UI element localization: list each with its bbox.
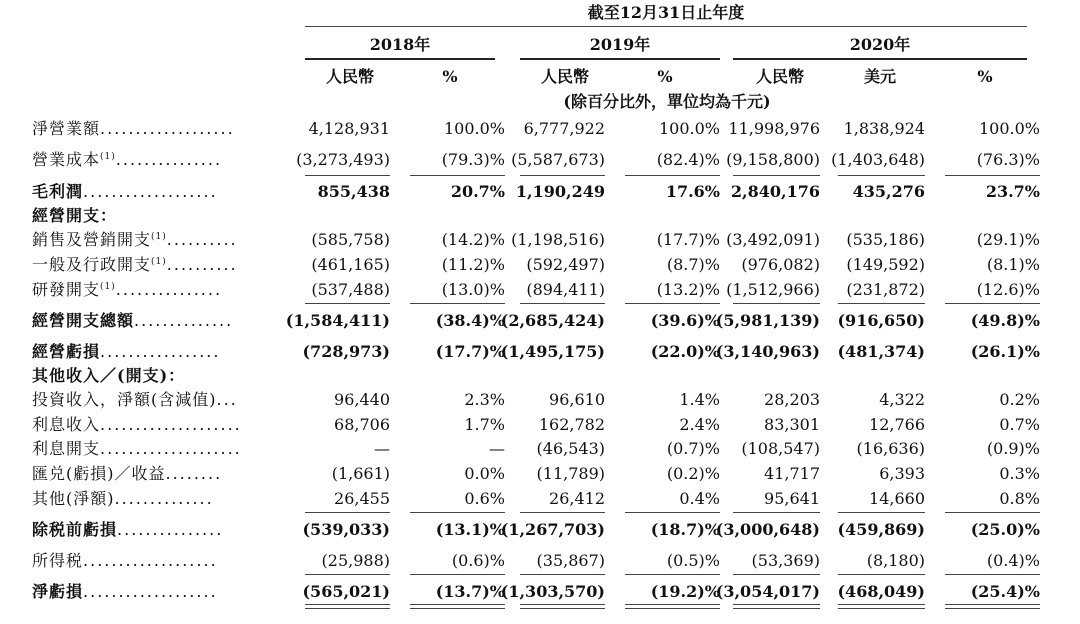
table-cell: (1,584,411) — [285, 311, 390, 330]
col-header: % — [977, 67, 993, 86]
year-2019: 2019年 — [589, 35, 651, 54]
row-label-text: 一般及行政開支 — [32, 255, 152, 274]
row-label — [32, 282, 222, 298]
table-cell: 6,777,922 — [523, 119, 605, 138]
row-label-text: 匯兑(虧損)／收益 — [32, 464, 166, 483]
sum-rule — [838, 512, 925, 513]
year-2018: 2018年 — [369, 35, 431, 54]
dot-leader: .............. — [134, 311, 234, 330]
sum-rule — [305, 512, 390, 513]
sum-rule-double — [520, 608, 605, 609]
sum-rule-double — [410, 608, 505, 609]
sum-rule — [305, 175, 390, 176]
table-cell: 435,276 — [852, 182, 925, 201]
dot-leader: .................... — [100, 439, 242, 458]
footnote-marker: (1) — [100, 282, 116, 292]
table-cell: (11.2)% — [441, 255, 505, 274]
table-cell: 1.7% — [464, 415, 505, 434]
row-label — [32, 392, 238, 408]
table-cell: 855,438 — [317, 182, 390, 201]
sum-rule — [520, 512, 605, 513]
row-label — [32, 232, 238, 248]
table-cell: 26,412 — [549, 489, 605, 508]
sum-rule — [838, 604, 925, 605]
table-cell: (539,033) — [302, 520, 390, 539]
sum-rule-double — [945, 608, 1040, 609]
footnote-marker: (1) — [151, 232, 167, 242]
table-cell: (0.2)% — [666, 464, 720, 483]
table-cell: (0.6)% — [451, 551, 505, 570]
table-cell: (8.7)% — [666, 255, 720, 274]
table-cell: 100.0% — [978, 119, 1040, 138]
table-cell: (11,789) — [536, 464, 605, 483]
row-label — [32, 368, 185, 384]
table-cell: (1,198,516) — [511, 230, 605, 249]
table-cell: (13.1)% — [435, 520, 505, 539]
sum-rule — [945, 175, 1040, 176]
sum-rule — [733, 604, 820, 605]
table-cell: 0.0% — [464, 464, 505, 483]
table-cell: (728,973) — [302, 342, 390, 361]
table-cell: (976,082) — [741, 255, 820, 274]
row-label-text: 利息收入 — [32, 415, 101, 434]
dot-leader: .............. — [114, 489, 214, 508]
table-cell: (3,273,493) — [296, 150, 390, 169]
dot-leader: ... — [216, 390, 238, 409]
sum-rule — [625, 574, 720, 575]
col-header: 人民幣 — [325, 67, 374, 86]
sum-rule — [625, 512, 720, 513]
table-cell: (1,512,966) — [726, 280, 820, 299]
table-cell: 23.7% — [985, 182, 1040, 201]
row-label — [32, 344, 220, 360]
row-label — [32, 466, 222, 482]
table-cell: (565,021) — [302, 582, 390, 601]
sum-rule — [625, 303, 720, 304]
unit-note: (除百分比外，單位均為千元) — [563, 92, 771, 111]
table-cell: 0.4% — [679, 489, 720, 508]
row-label — [32, 257, 238, 273]
sum-rule — [410, 512, 505, 513]
sum-rule — [733, 175, 820, 176]
table-cell: (76.3)% — [976, 150, 1040, 169]
sum-rule — [838, 303, 925, 304]
table-cell: 0.2% — [999, 390, 1040, 409]
table-cell: (9,158,800) — [726, 150, 820, 169]
dot-leader: ............... — [115, 150, 223, 169]
table-cell: (0.4)% — [986, 551, 1040, 570]
table-cell: (25.4)% — [970, 582, 1040, 601]
table-cell: 1.4% — [679, 390, 720, 409]
table-cell: 12,766 — [869, 415, 925, 434]
col-header: 人民幣 — [540, 67, 589, 86]
row-label-text: 利息開支 — [32, 439, 101, 458]
table-cell: 0.3% — [999, 464, 1040, 483]
table-cell: (12.6)% — [976, 280, 1040, 299]
table-cell: 96,610 — [549, 390, 605, 409]
row-label-text: 所得税 — [32, 551, 84, 570]
row-label-text: 其他收入／(開支)： — [32, 366, 186, 385]
row-label — [32, 184, 218, 200]
table-cell: (3,140,963) — [715, 342, 820, 361]
table-cell: (13.7)% — [435, 582, 505, 601]
footnote-marker: (1) — [151, 257, 167, 267]
row-label-text: 經營開支： — [32, 206, 118, 225]
table-cell: 96,440 — [334, 390, 390, 409]
table-cell: (22.0)% — [650, 342, 720, 361]
table-cell: (894,411) — [526, 280, 605, 299]
table-cell: 28,203 — [764, 390, 820, 409]
sum-rule — [410, 574, 505, 575]
table-cell: 20.7% — [450, 182, 505, 201]
table-cell: (79.3)% — [441, 150, 505, 169]
sum-rule — [945, 303, 1040, 304]
sum-rule — [520, 604, 605, 605]
table-cell: (14.2)% — [441, 230, 505, 249]
sum-rule — [838, 175, 925, 176]
sum-rule — [305, 604, 390, 605]
sum-rule — [945, 604, 1040, 605]
table-cell: (17.7)% — [656, 230, 720, 249]
table-cell: 2.4% — [679, 415, 720, 434]
sum-rule — [305, 574, 390, 575]
col-header: % — [442, 67, 458, 86]
table-cell: (1,267,703) — [500, 520, 605, 539]
row-label — [32, 152, 222, 168]
table-cell: (149,592) — [846, 255, 925, 274]
sum-rule-double — [838, 608, 925, 609]
table-cell: (46,543) — [536, 439, 605, 458]
table-cell: (3,000,648) — [715, 520, 820, 539]
dot-leader: ............... — [115, 280, 223, 299]
sum-rule — [838, 574, 925, 575]
row-label — [32, 584, 218, 600]
table-cell: (481,374) — [837, 342, 925, 361]
dot-leader: ................... — [83, 182, 218, 201]
table-cell: (3,492,091) — [726, 230, 820, 249]
table-cell: (459,869) — [837, 520, 925, 539]
table-cell: (53,369) — [751, 551, 820, 570]
sum-rule-double — [305, 608, 390, 609]
table-cell: 14,660 — [869, 489, 925, 508]
table-cell: (13.2)% — [656, 280, 720, 299]
sum-rule — [305, 303, 390, 304]
row-label — [32, 208, 117, 224]
table-cell: (231,872) — [846, 280, 925, 299]
sum-rule — [733, 574, 820, 575]
table-cell: 41,717 — [764, 464, 820, 483]
dot-leader: ................... — [83, 551, 218, 570]
year-2020: 2020年 — [849, 35, 911, 54]
table-cell: (916,650) — [837, 311, 925, 330]
row-label-text: 淨營業額 — [32, 119, 101, 138]
table-cell: (3,054,017) — [715, 582, 820, 601]
table-cell: (1,303,570) — [500, 582, 605, 601]
header-rule — [305, 26, 1027, 27]
sum-rule-double — [733, 608, 820, 609]
row-label-text: 淨虧損 — [32, 582, 84, 601]
dot-leader: ................. — [100, 342, 221, 361]
row-label — [32, 491, 214, 507]
table-cell: (82.4)% — [656, 150, 720, 169]
table-cell: 2.3% — [464, 390, 505, 409]
table-cell: — — [374, 439, 390, 458]
table-cell: (49.8)% — [970, 311, 1040, 330]
table-cell: 1,190,249 — [515, 182, 605, 201]
sum-rule — [410, 604, 505, 605]
sum-rule — [625, 175, 720, 176]
table-cell: (25.0)% — [970, 520, 1040, 539]
table-cell: (585,758) — [311, 230, 390, 249]
table-cell: (8,180) — [866, 551, 925, 570]
dot-leader: .................... — [100, 415, 242, 434]
year-2019-rule — [520, 58, 720, 60]
table-cell: 0.6% — [464, 489, 505, 508]
row-label — [32, 313, 233, 329]
table-cell: (468,049) — [837, 582, 925, 601]
table-cell: (592,497) — [526, 255, 605, 274]
sum-rule — [410, 175, 505, 176]
col-header: 人民幣 — [755, 67, 804, 86]
row-label — [32, 553, 218, 569]
dot-leader: .......... — [166, 255, 238, 274]
table-cell: 1,838,924 — [843, 119, 925, 138]
table-cell: (0.9)% — [986, 439, 1040, 458]
table-cell: (18.7)% — [650, 520, 720, 539]
sum-rule — [733, 512, 820, 513]
table-cell: (537,488) — [311, 280, 390, 299]
table-cell: 6,393 — [879, 464, 925, 483]
table-cell: 11,998,976 — [728, 119, 820, 138]
table-cell: (17.7)% — [435, 342, 505, 361]
table-cell: (26.1)% — [970, 342, 1040, 361]
table-cell: (108,547) — [741, 439, 820, 458]
sum-rule — [945, 512, 1040, 513]
sum-rule — [410, 303, 505, 304]
table-cell: 100.0% — [658, 119, 720, 138]
table-cell: (19.2)% — [650, 582, 720, 601]
table-cell: (16,636) — [856, 439, 925, 458]
row-label-text: 投資收入，淨額(含減值) — [32, 390, 217, 409]
table-cell: (29.1)% — [976, 230, 1040, 249]
row-label-text: 銷售及營銷開支 — [32, 230, 152, 249]
dot-leader: ........ — [165, 464, 223, 483]
row-label — [32, 522, 223, 538]
table-cell: (1,403,648) — [831, 150, 925, 169]
year-2020-rule — [733, 58, 1027, 60]
table-cell: (39.6)% — [650, 311, 720, 330]
sum-rule — [520, 574, 605, 575]
sum-rule — [945, 574, 1040, 575]
sum-rule — [520, 175, 605, 176]
table-cell: 83,301 — [764, 415, 820, 434]
year-2018-rule — [305, 58, 495, 60]
row-label — [32, 441, 242, 457]
table-cell: — — [489, 439, 505, 458]
table-cell: 95,641 — [764, 489, 820, 508]
sum-rule — [733, 303, 820, 304]
table-cell: (1,495,175) — [500, 342, 605, 361]
col-header: 美元 — [863, 67, 896, 86]
dot-leader: ............... — [117, 520, 224, 539]
table-cell: 26,455 — [334, 489, 390, 508]
row-label-text: 除税前虧損 — [32, 520, 118, 539]
table-cell: (38.4)% — [435, 311, 505, 330]
row-label-text: 營業成本 — [32, 150, 101, 169]
dot-leader: ................... — [100, 119, 235, 138]
dot-leader: ................... — [83, 582, 218, 601]
table-cell: (0.7)% — [666, 439, 720, 458]
table-cell: 17.6% — [665, 182, 720, 201]
table-cell: (2,685,424) — [500, 311, 605, 330]
footnote-marker: (1) — [100, 152, 116, 162]
table-cell: (1,661) — [331, 464, 390, 483]
dot-leader: .......... — [166, 230, 238, 249]
table-cell: 0.7% — [999, 415, 1040, 434]
table-cell: 68,706 — [334, 415, 390, 434]
table-cell: (535,186) — [846, 230, 925, 249]
row-label-text: 其他(淨額) — [32, 489, 115, 508]
row-label — [32, 417, 242, 433]
table-cell: (35,867) — [536, 551, 605, 570]
table-cell: 162,782 — [538, 415, 605, 434]
table-cell: (25,988) — [321, 551, 390, 570]
table-cell: 0.8% — [999, 489, 1040, 508]
table-cell: 100.0% — [443, 119, 505, 138]
table-cell: 2,840,176 — [730, 182, 820, 201]
sum-rule — [520, 303, 605, 304]
sum-rule — [625, 604, 720, 605]
table-cell: (0.5)% — [666, 551, 720, 570]
table-cell: (13.0)% — [441, 280, 505, 299]
table-cell: 4,322 — [879, 390, 925, 409]
row-label — [32, 121, 235, 137]
sum-rule-double — [625, 608, 720, 609]
row-label-text: 經營開支總額 — [32, 311, 135, 330]
table-cell: (5,587,673) — [511, 150, 605, 169]
row-label-text: 毛利潤 — [32, 182, 84, 201]
period-heading: 截至12月31日止年度 — [587, 3, 745, 22]
table-cell: (5,981,139) — [715, 311, 820, 330]
row-label-text: 研發開支 — [32, 280, 101, 299]
row-label-text: 經營虧損 — [32, 342, 101, 361]
table-cell: (461,165) — [311, 255, 390, 274]
table-cell: (8.1)% — [986, 255, 1040, 274]
table-cell: 4,128,931 — [308, 119, 390, 138]
col-header: % — [657, 67, 673, 86]
